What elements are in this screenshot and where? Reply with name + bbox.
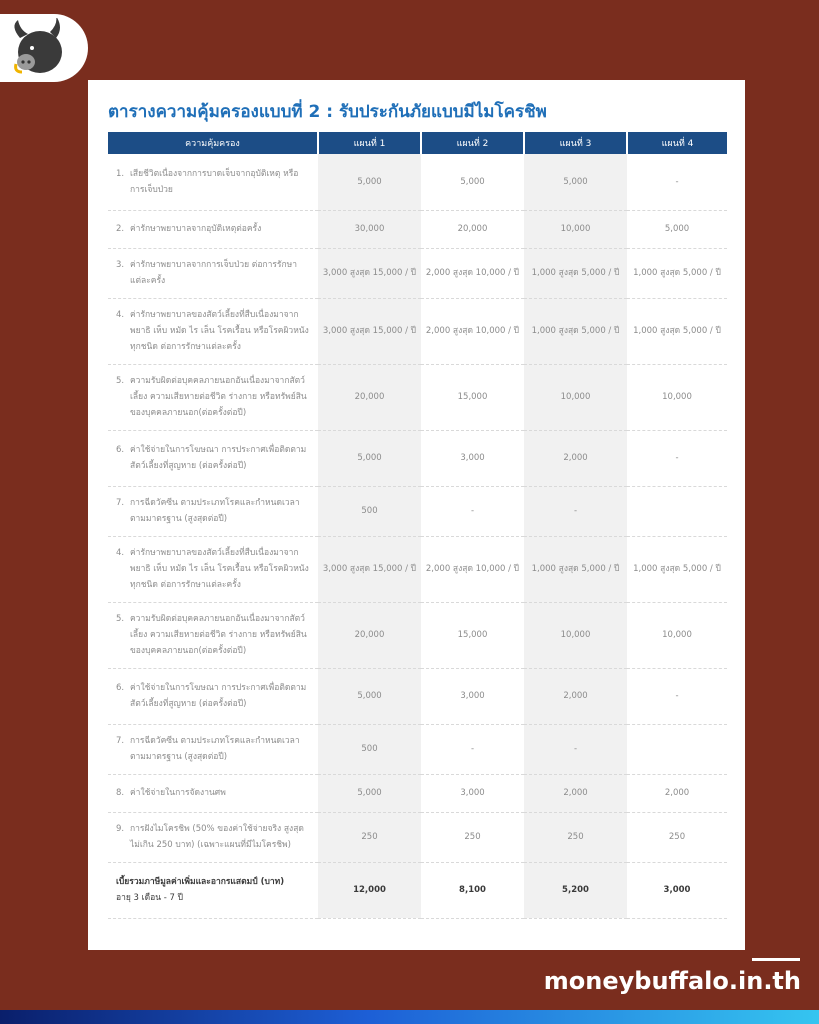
- row-number: 9.: [116, 824, 125, 834]
- row-text: ค่าใช้จ่ายในการโฆษณา การประกาศเพื่อติดตามสัตว์เลี้ยงที่สูญหาย (ต่อครั้งต่อปี): [130, 445, 307, 471]
- plan-1-value: 5,000: [318, 668, 421, 724]
- plan-3-value: 5,000: [524, 154, 627, 210]
- plan-2-value: 15,000: [421, 364, 524, 430]
- total-row: [108, 862, 727, 918]
- row-text: การฉีดวัคซีน ตามประเภทโรคและกำหนดเวลาตามมาตรฐาน (สูงสุดต่อปี): [130, 498, 300, 524]
- plan-4-value: 2,000: [627, 774, 727, 812]
- row-text: การฉีดวัคซีน ตามประเภทโรคและกำหนดเวลาตามมาตรฐาน (สูงสุดต่อปี): [130, 736, 300, 762]
- plan-1-value: 20,000: [318, 364, 421, 430]
- plan-4-value: 1,000 สูงสุด 5,000 / ปี: [627, 536, 727, 602]
- row-text: ค่ารักษาพยาบาลจากการเจ็บป่วย ต่อการรักษาแต่ละครั้ง: [130, 260, 297, 286]
- row-number: 5.: [116, 376, 125, 386]
- plan-2-value: 2,000 สูงสุด 10,000 / ปี: [421, 248, 524, 298]
- plan-1-value: 20,000: [318, 602, 421, 668]
- table-row: [108, 536, 727, 602]
- row-text: ความรับผิดต่อบุคคลภายนอกอันเนื่องมาจากสัตว์เลี้ยง ความเสียหายต่อชีวิต ร่างกาย หรือทรัพย์สิน ของบุคคลภายนอก(ต่อครั้งต่อปี): [130, 376, 307, 418]
- plan-1-value: 3,000 สูงสุด 15,000 / ปี: [318, 248, 421, 298]
- row-text: เสียชีวิตเนื่องจากการบาดเจ็บจากอุบัติเหตุ หรือการเจ็บป่วย: [130, 168, 299, 195]
- plan-2-value: 20,000: [421, 210, 524, 248]
- plan-2-value: 250: [421, 812, 524, 862]
- plan-4-value: -: [627, 430, 727, 486]
- row-text: ค่ารักษาพยาบาลจากอุบัติเหตุต่อครั้ง: [130, 224, 262, 234]
- plan-1-value: 250: [318, 812, 421, 862]
- row-number: 4.: [116, 310, 125, 320]
- plan-3-value: -: [524, 724, 627, 774]
- plan-1-value: 3,000 สูงสุด 15,000 / ปี: [318, 536, 421, 602]
- coverage-description: [108, 724, 318, 774]
- coverage-description: [108, 430, 318, 486]
- row-number: 7.: [116, 498, 125, 508]
- table-row: [108, 364, 727, 430]
- total-label-cell: [108, 862, 318, 918]
- plan-4-value: -: [627, 154, 727, 210]
- plan-1-value: 5,000: [318, 774, 421, 812]
- coverage-description: [108, 812, 318, 862]
- total-label: เบี้ยรวมภาษีมูลค่าเพิ่มและอากรแสตมป์ (บาท): [116, 877, 285, 887]
- total-plan-1: 12,000: [318, 862, 421, 918]
- table-row: [108, 602, 727, 668]
- plan-1-value: 5,000: [318, 430, 421, 486]
- row-number: 4.: [116, 548, 125, 558]
- plan-2-value: -: [421, 724, 524, 774]
- plan-4-value: [627, 724, 727, 774]
- plan-4-value: 10,000: [627, 602, 727, 668]
- row-text: การฝังไมโครชิพ (50% ของค่าใช้จ่ายจริง สูงสุดไม่เกิน 250 บาท) (เฉพาะแผนที่มีไมโครชิพ): [130, 824, 304, 850]
- plan-3-value: 10,000: [524, 364, 627, 430]
- plan-4-value: -: [627, 668, 727, 724]
- buffalo-icon: [6, 18, 66, 78]
- coverage-description: [108, 486, 318, 536]
- table-row: [108, 812, 727, 862]
- plan-4-value: 5,000: [627, 210, 727, 248]
- plan-1-value: 3,000 สูงสุด 15,000 / ปี: [318, 298, 421, 364]
- table-row: [108, 668, 727, 724]
- plan-4-value: 1,000 สูงสุด 5,000 / ปี: [627, 248, 727, 298]
- table-row: [108, 298, 727, 364]
- row-number: 5.: [116, 614, 125, 624]
- page-title: ตารางความคุ้มครองแบบที่ 2 : รับประกันภัยแบบมีไมโครชิพ: [108, 102, 547, 122]
- header-plan-4: แผนที่ 4: [627, 132, 727, 154]
- plan-1-value: 30,000: [318, 210, 421, 248]
- table-row: [108, 248, 727, 298]
- row-text: ความรับผิดต่อบุคคลภายนอกอันเนื่องมาจากสัตว์เลี้ยง ความเสียหายต่อชีวิต ร่างกาย หรือทรัพย์สิน ของบุคคลภายนอก(ต่อครั้งต่อปี): [130, 614, 307, 656]
- header-coverage: ความคุ้มครอง: [108, 132, 318, 154]
- plan-2-value: 5,000: [421, 154, 524, 210]
- row-text: ค่าใช้จ่ายในการโฆษณา การประกาศเพื่อติดตามสัตว์เลี้ยงที่สูญหาย (ต่อครั้งต่อปี): [130, 683, 307, 709]
- bottom-gradient-bar: [0, 1010, 819, 1024]
- row-number: 3.: [116, 260, 125, 270]
- row-text: ค่ารักษาพยาบาลของสัตว์เลี้ยงที่สืบเนื่องมาจากพยาธิ เห็บ หมัด ไร เล็น โรคเรื้อน หรือโรคผิวหนังทุกชนิด ต่อการรักษาแต่ละครั้ง: [130, 548, 309, 590]
- plan-4-value: 1,000 สูงสุด 5,000 / ปี: [627, 298, 727, 364]
- plan-2-value: 3,000: [421, 774, 524, 812]
- plan-3-value: -: [524, 486, 627, 536]
- row-number: 1.: [116, 168, 125, 179]
- plan-3-value: 1,000 สูงสุด 5,000 / ปี: [524, 248, 627, 298]
- plan-2-value: 15,000: [421, 602, 524, 668]
- coverage-description: [108, 210, 318, 248]
- total-plan-3: 5,200: [524, 862, 627, 918]
- coverage-description: [108, 364, 318, 430]
- row-number: 2.: [116, 224, 125, 234]
- table-row: [108, 430, 727, 486]
- coverage-description: [108, 536, 318, 602]
- coverage-description: [108, 602, 318, 668]
- coverage-description: [108, 774, 318, 812]
- plan-2-value: 2,000 สูงสุด 10,000 / ปี: [421, 298, 524, 364]
- plan-3-value: 2,000: [524, 668, 627, 724]
- plan-4-value: 10,000: [627, 364, 727, 430]
- row-number: 6.: [116, 445, 125, 455]
- plan-2-value: 2,000 สูงสุด 10,000 / ปี: [421, 536, 524, 602]
- table-header-row: [108, 132, 727, 154]
- table-row: [108, 486, 727, 536]
- table-row: [108, 154, 727, 210]
- plan-4-value: [627, 486, 727, 536]
- table-row: [108, 724, 727, 774]
- table-row: [108, 210, 727, 248]
- coverage-description: [108, 154, 318, 210]
- coverage-description: [108, 298, 318, 364]
- row-text: ค่าใช้จ่ายในการจัดงานศพ: [130, 788, 226, 798]
- total-plan-2: 8,100: [421, 862, 524, 918]
- plan-2-value: 3,000: [421, 430, 524, 486]
- plan-3-value: 2,000: [524, 774, 627, 812]
- plan-3-value: 250: [524, 812, 627, 862]
- coverage-table: [108, 132, 727, 919]
- footer-divider: [752, 958, 800, 961]
- coverage-description: [108, 248, 318, 298]
- plan-2-value: -: [421, 486, 524, 536]
- row-number: 7.: [116, 736, 125, 746]
- plan-1-value: 5,000: [318, 154, 421, 210]
- plan-3-value: 10,000: [524, 602, 627, 668]
- plan-3-value: 10,000: [524, 210, 627, 248]
- coverage-description: [108, 668, 318, 724]
- plan-2-value: 3,000: [421, 668, 524, 724]
- brand-text: moneybuffalo.in.th: [543, 967, 801, 995]
- row-number: 8.: [116, 788, 125, 798]
- header-plan-1: แผนที่ 1: [318, 132, 421, 154]
- plan-1-value: 500: [318, 486, 421, 536]
- row-text: ค่ารักษาพยาบาลของสัตว์เลี้ยงที่สืบเนื่องมาจากพยาธิ เห็บ หมัด ไร เล็น โรคเรื้อน หรือโรคผิวหนังทุกชนิด ต่อการรักษาแต่ละครั้ง: [130, 310, 309, 352]
- plan-3-value: 2,000: [524, 430, 627, 486]
- logo-tab: [0, 14, 88, 82]
- total-age-range: อายุ 3 เดือน - 7 ปี: [116, 893, 183, 903]
- plan-1-value: 500: [318, 724, 421, 774]
- header-plan-3: แผนที่ 3: [524, 132, 627, 154]
- header-plan-2: แผนที่ 2: [421, 132, 524, 154]
- coverage-card: [88, 80, 745, 950]
- plan-3-value: 1,000 สูงสุด 5,000 / ปี: [524, 536, 627, 602]
- plan-3-value: 1,000 สูงสุด 5,000 / ปี: [524, 298, 627, 364]
- row-number: 6.: [116, 683, 125, 693]
- total-plan-4: 3,000: [627, 862, 727, 918]
- table-row: [108, 774, 727, 812]
- plan-4-value: 250: [627, 812, 727, 862]
